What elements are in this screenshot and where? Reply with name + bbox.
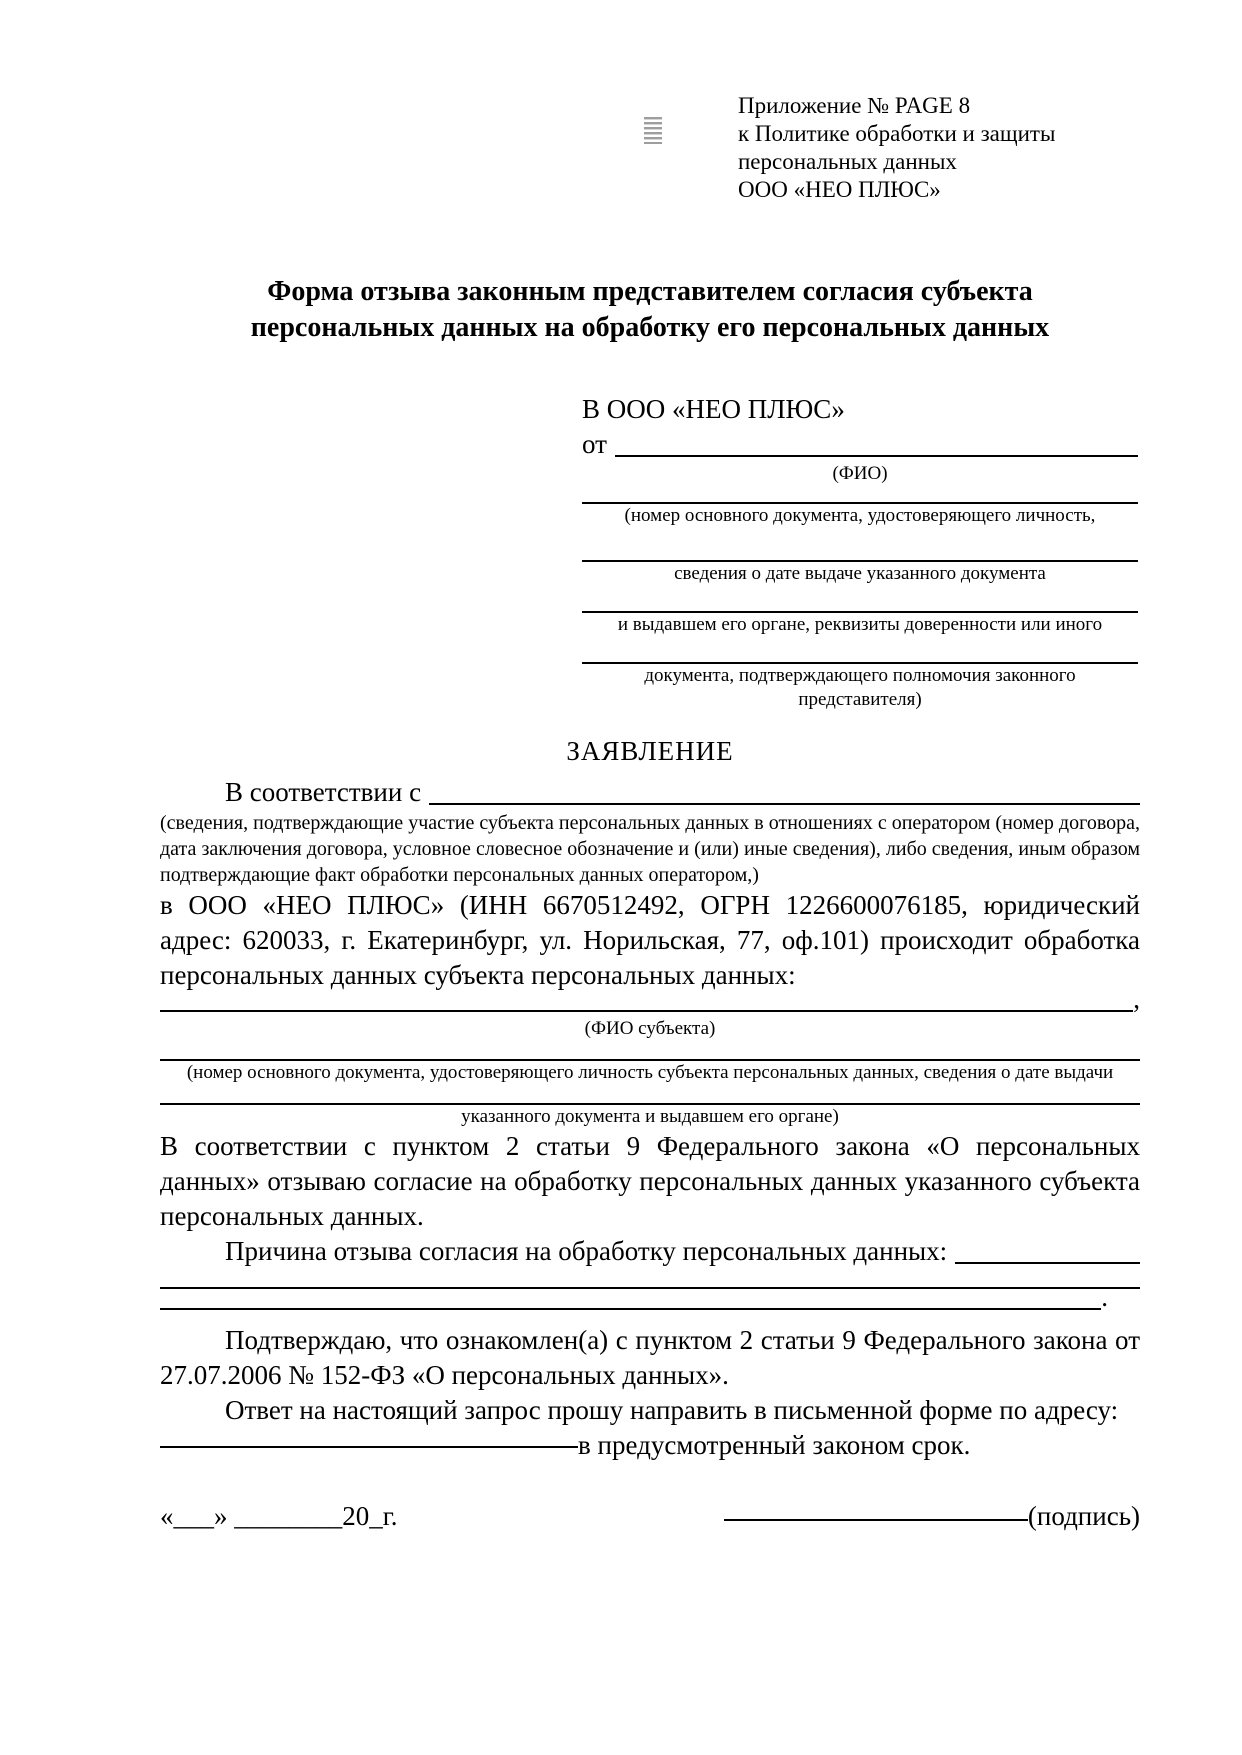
field-caption: документа, подтверждающего полномочия законного представителя) (644, 665, 1076, 710)
appendix-line: ООО «НЕО ПЛЮС» (738, 177, 941, 202)
reply-paragraph: Ответ на настоящий запрос прошу направить в письменной форме по адресу: (225, 1395, 1119, 1425)
document-title (160, 274, 1140, 346)
field-caption: и выдавшем его органе, реквизиты доверенности или иного (617, 614, 1103, 635)
fio-caption: (ФИО) (832, 463, 888, 484)
document-title-line2: персональных данных на обработку его персональных данных (250, 312, 1050, 343)
confirmation-paragraph: Подтверждаю, что ознакомлен(а) с пунктом 2 статьи 9 Федерального закона от 27.07.2006 № 152-ФЗ «О персональных данных». (160, 1325, 1140, 1390)
reply-tail: в предусмотренный законом срок. (578, 1430, 971, 1460)
appendix-line: к Политике обработки и защиты (738, 121, 1056, 146)
subject-doc-blank-line-1 (160, 1041, 1140, 1061)
footer-row (160, 1499, 1140, 1534)
reason-blank-line-3 (160, 1308, 1101, 1310)
subject-fio-row (160, 984, 1140, 1017)
signature-caption: (подпись) (1027, 1501, 1140, 1531)
subject-doc-caption-1: (номер основного документа, удостоверяющего личность субъекта персональных данных, сведения о дате выдачи (186, 1062, 1114, 1083)
basis-row (160, 775, 1140, 810)
document-title-line1: Форма отзыва законным представителем согласия субъекта (267, 276, 1033, 307)
reason-blank-row-3 (160, 1282, 1140, 1315)
field-caption: сведения о дате выдаче указанного документа (674, 563, 1046, 584)
basis-fine-print: (сведения, подтверждающие участие субъекта персональных данных в отношениях с оператором (номер договора, дата заключения договора, условное словесное обозначение и (или) иные сведения), либо сведения, иным образом подтверждающие факт обработки персональных данных оператором,) (160, 812, 1140, 886)
address-blank-line (160, 1445, 578, 1448)
subject-fio-caption: (ФИО субъекта) (584, 1018, 716, 1039)
reason-blank-line-1 (955, 1262, 1140, 1264)
reason-blank-line-2 (160, 1269, 1140, 1289)
doc-field-2 (582, 544, 1138, 586)
trailing-comma: , (1133, 984, 1140, 1014)
appendix-line: персональных данных (738, 149, 957, 174)
statement-heading: ЗАЯВЛЕНИЕ (566, 736, 734, 766)
from-label: от (582, 429, 607, 459)
field-code-icon (644, 117, 662, 144)
blank-line (582, 595, 1138, 613)
addressee-org: В ООО «НЕО ПЛЮС» (582, 394, 845, 424)
reply-address-row (160, 1428, 1140, 1463)
from-row (582, 427, 1138, 462)
subject-fio-blank-line (160, 1010, 1133, 1012)
blank-line (582, 486, 1138, 504)
blank-line (582, 646, 1138, 664)
reason-label: Причина отзыва согласия на обработку персональных данных: (225, 1236, 948, 1266)
basis-blank-line (429, 803, 1140, 805)
signature-block (724, 1499, 1140, 1534)
addressee-block (582, 392, 1138, 712)
withdrawal-paragraph: В соответствии с пунктом 2 статьи 9 Федерального закона «О персональных данных» отзываю согласие на обработку персональных данных указанного субъекта персональных данных. (160, 1131, 1140, 1231)
signature-line (724, 1519, 1028, 1521)
date-line: «___» ________20_г. (160, 1501, 398, 1531)
reason-row (160, 1234, 1140, 1269)
doc-field-1 (582, 486, 1138, 528)
operator-paragraph: в ООО «НЕО ПЛЮС» (ИНН 6670512492, ОГРН 1226600076185, юридический адрес: 620033, г. Екатеринбург, ул. Норильская, 77, оф.101) происходит обработка персональных данных субъекта персональных данных: (160, 890, 1140, 990)
subject-doc-caption-2: указанного документа и выдавшем его органе) (461, 1106, 839, 1127)
doc-field-4 (582, 646, 1138, 712)
fio-blank-line (615, 455, 1138, 457)
appendix-line: Приложение № PAGE 8 (738, 93, 971, 118)
appendix-header (738, 92, 1140, 204)
blank-line (582, 544, 1138, 562)
trailing-period: . (1101, 1282, 1108, 1312)
field-caption: (номер основного документа, удостоверяющего личность, (624, 505, 1096, 526)
subject-doc-blank-line-2 (160, 1085, 1140, 1105)
basis-label: В соответствии с (225, 777, 422, 807)
doc-field-3 (582, 595, 1138, 637)
